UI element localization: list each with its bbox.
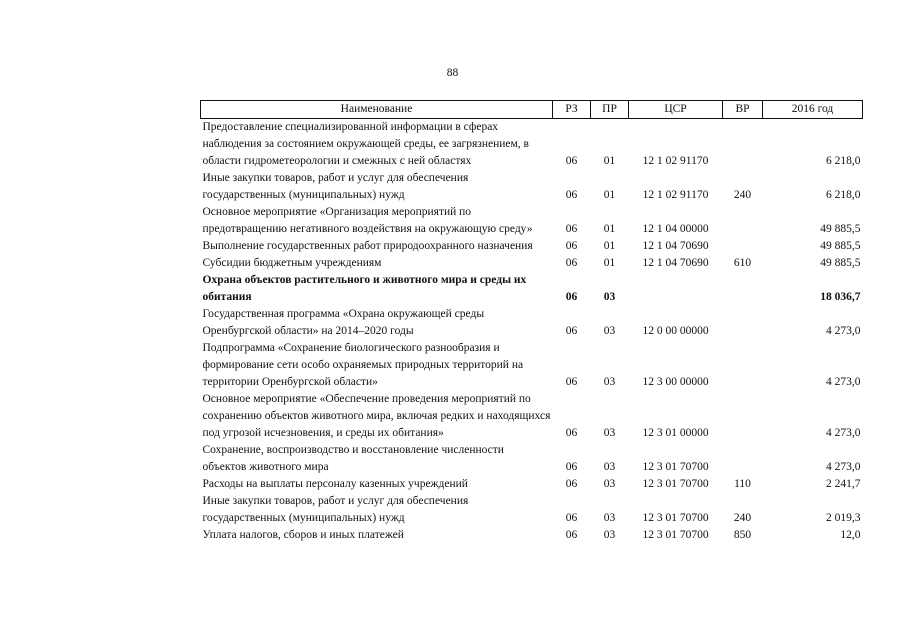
cell-csr: 12 1 02 91170 (642, 189, 709, 201)
cell-amount: 6 218,0 (826, 189, 861, 201)
cell-csr: 12 3 00 00000 (642, 376, 709, 388)
cell-vr: 610 (733, 257, 752, 269)
cell-amount: 18 036,7 (820, 291, 861, 303)
page-number: 88 (446, 67, 459, 79)
cell-pr: 03 (603, 461, 616, 473)
cell-rz: 06 (565, 376, 578, 388)
cell-vr: 240 (733, 189, 752, 201)
cell-csr: 12 3 01 70700 (642, 478, 709, 490)
cell-pr: 03 (603, 529, 616, 541)
cell-vr (723, 119, 763, 171)
cell-name: Иные закупки товаров, работ и услуг для обеспечения государственных (муниципальных) нужд (202, 495, 469, 524)
cell-name: Расходы на выплаты персоналу казенных учреждений (202, 478, 468, 490)
header-pr: ПР (591, 101, 629, 119)
cell-pr: 03 (603, 376, 616, 388)
cell-vr (723, 391, 763, 442)
cell-csr: 12 1 04 70690 (642, 240, 709, 252)
cell-rz: 06 (565, 223, 578, 235)
cell-pr: 01 (603, 223, 616, 235)
table-row (201, 476, 863, 493)
table-row (201, 527, 863, 544)
header-vr: ВР (723, 101, 763, 119)
cell-pr: 03 (603, 512, 616, 524)
cell-name: Сохранение, воспроизводство и восстановление численности объектов животного мира (202, 444, 504, 473)
table-row (201, 442, 863, 476)
cell-csr: 12 1 02 91170 (642, 155, 709, 167)
cell-amount: 2 241,7 (826, 478, 861, 490)
table-row (201, 170, 863, 204)
table-row (201, 340, 863, 391)
cell-csr: 12 3 01 70700 (642, 512, 709, 524)
cell-amount: 4 273,0 (826, 325, 861, 337)
cell-amount: 49 885,5 (820, 223, 861, 235)
table-row (201, 204, 863, 238)
cell-rz: 06 (565, 478, 578, 490)
cell-pr: 01 (603, 155, 616, 167)
cell-vr (723, 340, 763, 391)
table-row (201, 272, 863, 306)
cell-rz: 06 (565, 257, 578, 269)
cell-amount: 12,0 (840, 529, 861, 541)
cell-pr: 03 (603, 427, 616, 439)
cell-amount: 2 019,3 (826, 512, 861, 524)
cell-csr: 12 1 04 70690 (642, 257, 709, 269)
cell-amount: 4 273,0 (826, 376, 861, 388)
cell-csr: 12 3 01 70700 (642, 461, 709, 473)
header-name: Наименование (201, 101, 553, 119)
cell-vr (723, 204, 763, 238)
table-row (201, 391, 863, 442)
cell-rz: 06 (565, 189, 578, 201)
cell-name: Предоставление специализированной информации в сферах наблюдения за состоянием окружающей среды, ее загрязнением, в области гидрометеорологии и смежных с ней областях (202, 121, 529, 167)
table-row (201, 255, 863, 272)
cell-name: Государственная программа «Охрана окружающей среды Оренбургской области» на 2014–2020 годы (202, 308, 485, 337)
cell-vr (723, 272, 763, 306)
cell-rz: 06 (565, 240, 578, 252)
cell-pr: 03 (603, 325, 616, 337)
cell-name: Основное мероприятие «Организация мероприятий по предотвращению негативного воздействия на окружающую среду» (202, 206, 533, 235)
table-row (201, 306, 863, 340)
cell-pr: 03 (603, 478, 616, 490)
cell-csr: 12 3 01 00000 (642, 427, 709, 439)
table-row (201, 238, 863, 255)
cell-name: Уплата налогов, сборов и иных платежей (202, 529, 404, 541)
cell-rz: 06 (565, 427, 578, 439)
cell-name: Иные закупки товаров, работ и услуг для обеспечения государственных (муниципальных) нужд (202, 172, 469, 201)
header-rz: РЗ (553, 101, 591, 119)
cell-name: Охрана объектов растительного и животного мира и среды их обитания (202, 274, 527, 303)
cell-vr (723, 442, 763, 476)
cell-name: Выполнение государственных работ природоохранного назначения (202, 240, 533, 252)
cell-vr (723, 238, 763, 255)
cell-vr: 850 (733, 529, 752, 541)
cell-amount: 4 273,0 (826, 427, 861, 439)
cell-rz: 06 (565, 512, 578, 524)
cell-rz: 06 (565, 291, 578, 303)
cell-rz: 06 (565, 325, 578, 337)
cell-rz: 06 (565, 461, 578, 473)
cell-csr: 12 0 00 00000 (642, 325, 709, 337)
cell-vr (723, 306, 763, 340)
cell-name: Основное мероприятие «Обеспечение проведения мероприятий по сохранению объектов животного мира, включая редких и находящихся под угрозой исчезновения, и среды их обитания» (202, 393, 551, 439)
cell-pr: 01 (603, 257, 616, 269)
cell-amount: 4 273,0 (826, 461, 861, 473)
header-year: 2016 год (763, 101, 863, 119)
cell-vr: 240 (733, 512, 752, 524)
cell-rz: 06 (565, 155, 578, 167)
cell-name: Субсидии бюджетным учреждениям (202, 257, 382, 269)
cell-pr: 03 (603, 291, 616, 303)
cell-amount: 49 885,5 (820, 240, 861, 252)
cell-amount: 49 885,5 (820, 257, 861, 269)
budget-table (200, 100, 863, 544)
header-csr: ЦСР (629, 101, 723, 119)
table-row (201, 493, 863, 527)
table-row (201, 119, 863, 171)
cell-vr: 110 (734, 478, 751, 490)
cell-amount: 6 218,0 (826, 155, 861, 167)
cell-csr: 12 1 04 00000 (642, 223, 709, 235)
cell-csr (629, 272, 723, 306)
cell-rz: 06 (565, 529, 578, 541)
cell-name: Подпрограмма «Сохранение биологического разнообразия и формирование сети особо охраняемых природных территорий на территории Оренбургской области» (202, 342, 524, 388)
table-header-row (201, 101, 863, 119)
cell-pr: 01 (603, 240, 616, 252)
cell-csr: 12 3 01 70700 (642, 529, 709, 541)
cell-pr: 01 (603, 189, 616, 201)
table-body (201, 119, 863, 545)
